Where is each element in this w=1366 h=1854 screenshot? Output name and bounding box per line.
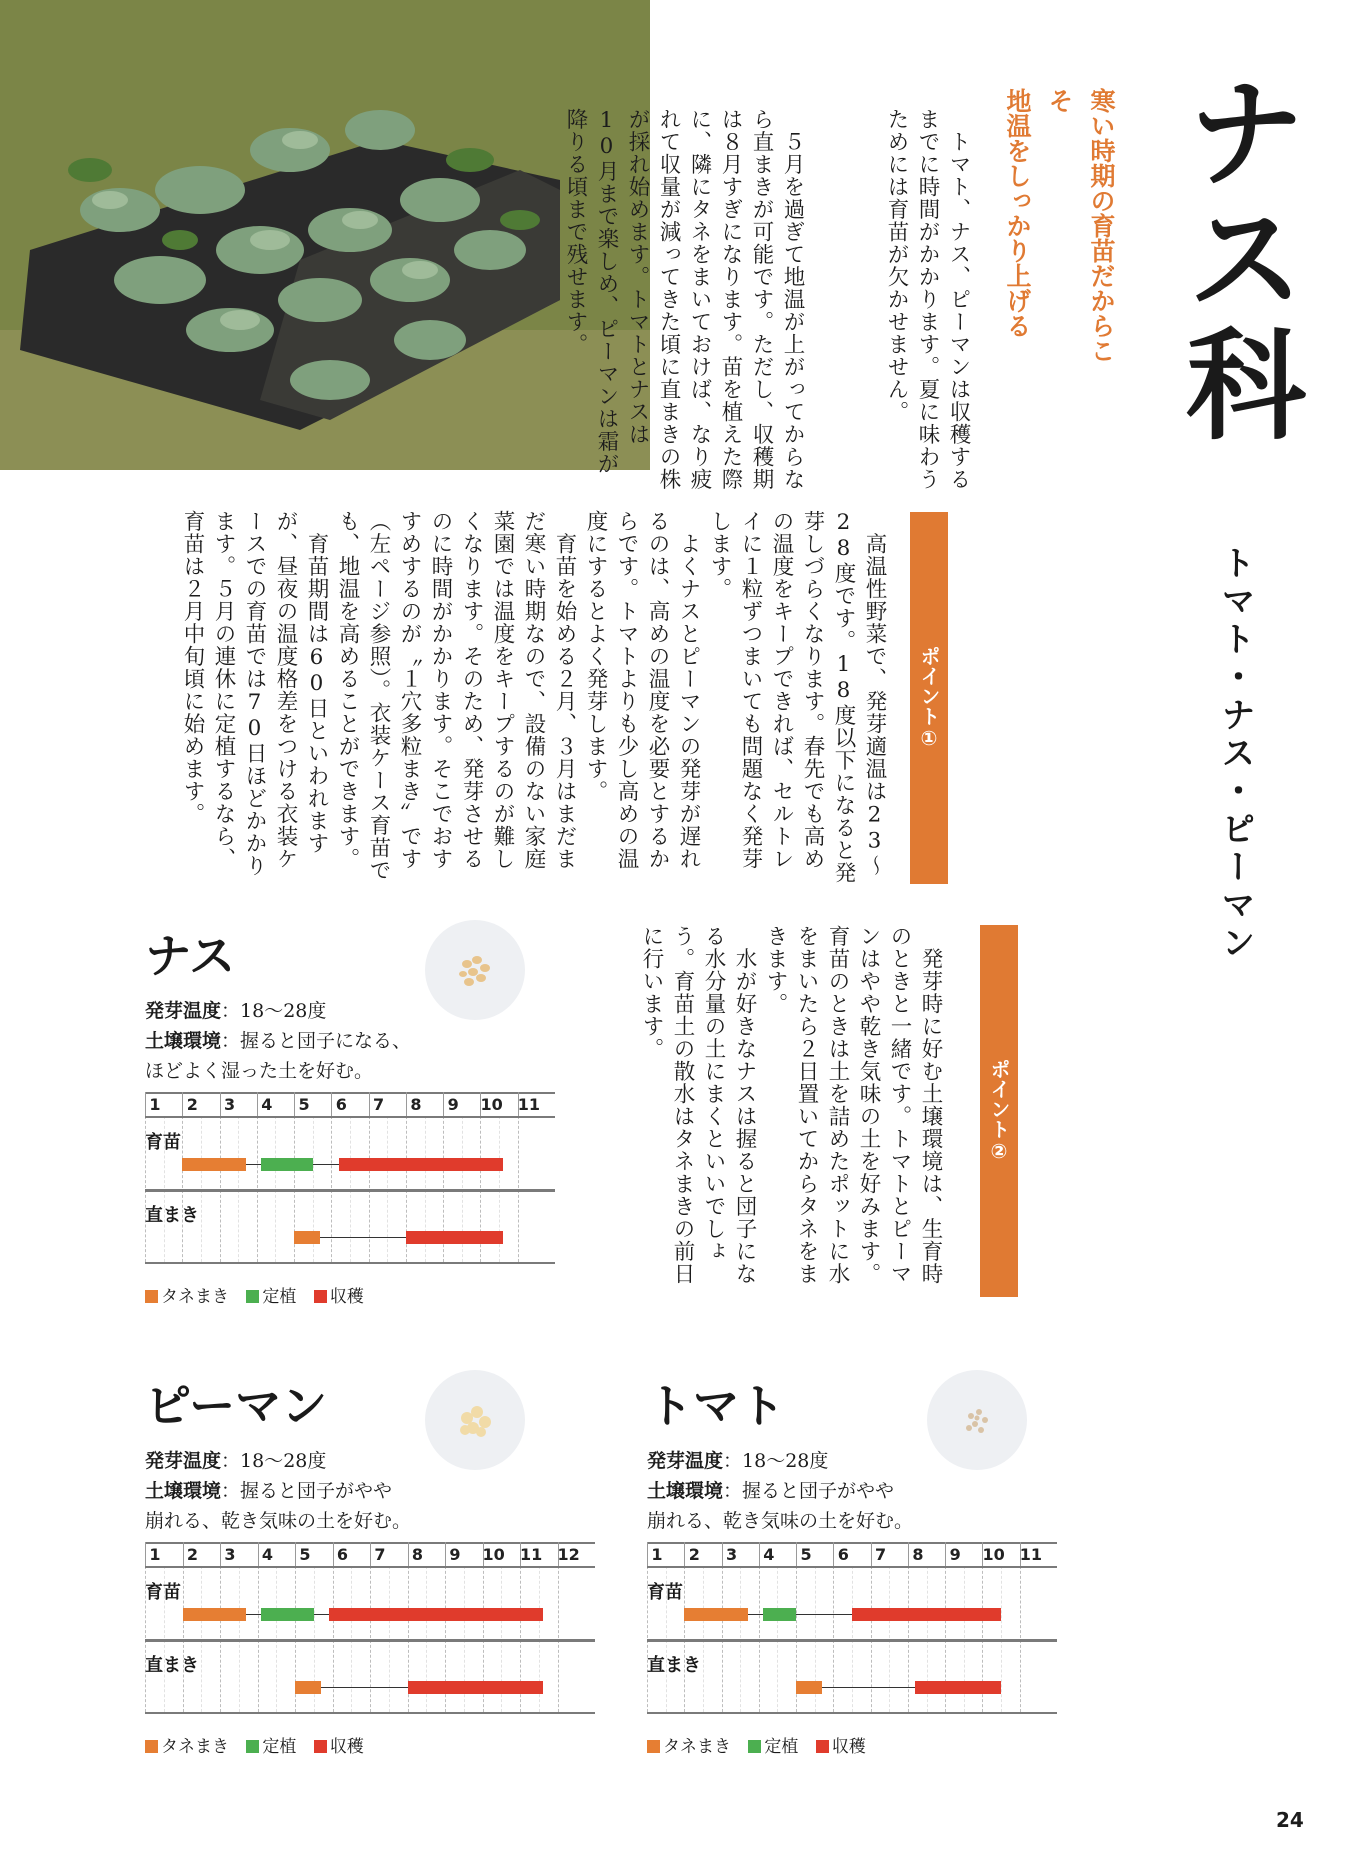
month-label: 10 xyxy=(480,1095,503,1114)
month-divider xyxy=(558,1542,559,1566)
month-divider xyxy=(945,1542,946,1566)
month-divider xyxy=(183,1542,184,1566)
month-divider xyxy=(1020,1542,1021,1566)
month-divider xyxy=(647,1542,648,1566)
month-label: 1 xyxy=(149,1095,161,1114)
month-divider xyxy=(406,1092,407,1116)
schedule-bar-plant xyxy=(261,1608,314,1621)
legend-plant-swatch xyxy=(246,1740,259,1753)
month-divider xyxy=(182,1092,183,1116)
temp-value: ：18〜28度 xyxy=(221,1000,327,1022)
month-label: 11 xyxy=(517,1095,540,1114)
row-divider xyxy=(145,1262,555,1264)
schedule-connector xyxy=(313,1164,339,1165)
legend-plant-swatch xyxy=(246,1290,259,1303)
schedule-connector xyxy=(320,1237,406,1238)
month-label: 2 xyxy=(186,1545,199,1564)
legend-sow-swatch xyxy=(145,1740,158,1753)
month-divider xyxy=(408,1542,409,1566)
month-divider xyxy=(722,1542,723,1566)
soil-value-1: ：握ると団子がやや xyxy=(221,1480,393,1502)
month-divider xyxy=(684,1542,685,1566)
calendar-header-line xyxy=(145,1116,555,1118)
schedule-bar-sow xyxy=(295,1681,321,1694)
row-divider xyxy=(647,1639,1057,1642)
month-divider xyxy=(480,1092,481,1116)
legend-plant-swatch xyxy=(748,1740,761,1753)
crop-card-tomato xyxy=(647,1370,1067,1757)
schedule-bar-sow xyxy=(796,1681,822,1694)
month-label: 9 xyxy=(447,1095,459,1114)
legend-harvest: 収穫 xyxy=(329,1287,364,1307)
month-divider xyxy=(220,1542,221,1566)
month-label: 7 xyxy=(374,1545,386,1564)
month-label: 1 xyxy=(149,1545,161,1564)
schedule-bar-harvest xyxy=(406,1231,503,1244)
row-divider xyxy=(145,1639,595,1642)
point-2-paragraph-1: 発芽時に好む土壌環境は、生育時のときと一緒です。トマトとピーマンはやや乾き気味の土を好みます。育苗のときは土を詰めたポットに水をまいたら２日置いてからタネをまきます。 xyxy=(763,925,943,1285)
page-subtitle: トマト・ナス・ピーマン xyxy=(1215,545,1255,963)
month-label: 4 xyxy=(261,1545,274,1564)
schedule-connector xyxy=(246,1614,261,1615)
point-2-paragraph-2: 水が好きなナスは握ると団子になる水分量の土にまくといいでしょう。育苗土の散水はタネまきの前日に行います。 xyxy=(639,925,757,1285)
row-divider xyxy=(145,1712,595,1714)
crop-card-nasu xyxy=(145,920,565,1307)
schedule-bar-harvest xyxy=(339,1158,503,1171)
month-label: 10 xyxy=(482,1545,505,1564)
seed-image xyxy=(927,1370,1027,1470)
row-divider xyxy=(647,1712,1057,1714)
calendar-header-line xyxy=(145,1566,595,1568)
schedule-bar-sow xyxy=(684,1608,747,1621)
intro-text-top xyxy=(881,108,974,496)
month-label: 7 xyxy=(875,1545,887,1564)
month-label: 3 xyxy=(224,1545,236,1564)
legend-sow: タネまき xyxy=(663,1737,731,1757)
temp-label: 発芽温度 xyxy=(647,1450,724,1472)
schedule-bar-sow xyxy=(182,1158,245,1171)
month-label: 2 xyxy=(186,1095,198,1114)
temp-value: ：18〜28度 xyxy=(723,1450,829,1472)
row-label: 育苗 xyxy=(145,1132,181,1153)
legend-sow-swatch xyxy=(145,1290,158,1303)
month-divider xyxy=(369,1092,370,1116)
legend-harvest-swatch xyxy=(816,1740,829,1753)
month-divider xyxy=(331,1092,332,1116)
month-divider xyxy=(518,1092,519,1116)
schedule-bar-harvest xyxy=(408,1681,543,1694)
month-label: 10 xyxy=(982,1545,1005,1564)
point-1-paragraph-4: 育苗期間は60日といわれますが、昼夜の温度格差をつける衣装ケースでの育苗では70日ほどかかります。５月の連休に定植するなら、育苗は２月中旬頃に始めます。 xyxy=(180,510,329,877)
month-label: 5 xyxy=(298,1095,310,1114)
month-label: 11 xyxy=(1019,1545,1042,1564)
legend-plant: 定植 xyxy=(764,1737,799,1757)
point-1-text xyxy=(130,510,890,892)
intro-paragraph-1: トマト、ナス、ピーマンは収穫するまでに時間がかかります。夏に味わうためには育苗が欠かせません。 xyxy=(884,108,971,491)
month-label: 2 xyxy=(688,1545,700,1564)
month-label: 3 xyxy=(725,1545,738,1564)
month-label: 12 xyxy=(557,1545,580,1564)
soil-value-2: ほどよく湿った土を好む。 xyxy=(145,1060,374,1082)
month-divider xyxy=(257,1092,258,1116)
crop-info xyxy=(145,1446,605,1536)
page-number: 24 xyxy=(1276,1808,1304,1832)
soil-label: 土壌環境 xyxy=(647,1480,724,1502)
month-label: 4 xyxy=(261,1095,273,1114)
legend xyxy=(145,1282,376,1307)
seed-image xyxy=(425,1370,525,1470)
month-label: 8 xyxy=(912,1545,924,1564)
soil-value-2: 崩れる、乾き気味の土を好む。 xyxy=(145,1510,412,1532)
headline-line-1: 寒い時期の育苗だからこそ xyxy=(1045,88,1116,363)
month-divider xyxy=(759,1542,760,1566)
schedule-connector xyxy=(748,1614,763,1615)
legend xyxy=(145,1732,376,1757)
row-divider xyxy=(145,1189,555,1192)
month-divider xyxy=(294,1092,295,1116)
month-label: 8 xyxy=(410,1095,422,1114)
month-label: 8 xyxy=(411,1545,424,1564)
month-label: 6 xyxy=(336,1545,349,1564)
month-divider xyxy=(295,1542,296,1566)
headline-line-2: 地温をしっかり上げる xyxy=(1003,88,1032,338)
schedule-connector xyxy=(796,1614,852,1615)
crop-name: ナス xyxy=(145,929,236,983)
month-divider xyxy=(145,1542,146,1566)
month-divider xyxy=(443,1092,444,1116)
schedule-bar-harvest xyxy=(915,1681,1001,1694)
point-2-label: ポイント② xyxy=(980,925,1018,1297)
month-divider xyxy=(483,1542,484,1566)
intro-paragraph-2: ５月を過ぎて地温が上がってからなら直まきが可能です。ただし、収穫期は８月すぎになります。苗を植えた際に、隣にタネをまいておけば、なり疲れて収量が減ってきた頃に直まきの株が採れ始めます。トマトとナスは10月まで楽しめ、ピーマンは霜が降りる頃まで残せます。 xyxy=(563,108,805,491)
month-label: 9 xyxy=(949,1545,961,1564)
month-divider xyxy=(871,1542,872,1566)
month-divider xyxy=(520,1542,521,1566)
calendar-top-line xyxy=(145,1092,555,1094)
intro-paragraph-2-block xyxy=(563,108,808,496)
month-label: 7 xyxy=(373,1095,385,1114)
month-divider xyxy=(796,1542,797,1566)
calendar-piman xyxy=(145,1542,595,1712)
calendar-top-line xyxy=(647,1542,1057,1544)
temp-label: 発芽温度 xyxy=(145,1000,222,1022)
month-divider xyxy=(833,1542,834,1566)
month-label: 5 xyxy=(800,1545,812,1564)
month-divider xyxy=(982,1542,983,1566)
point-1-paragraph-3: 育苗を始める２月、３月はまだまだ寒い時期なので、設備のない家庭菜園では温度をキープするのが難しくなります。そのため、発芽させるのに時間がかかります。そこでおすすめするのが〝１穴多粒まき〟です（左ページ参照）。衣装ケース育苗でも、地温を高めることができます。 xyxy=(335,510,577,882)
point-2-text xyxy=(628,925,946,1297)
schedule-connector xyxy=(321,1687,407,1688)
legend-harvest: 収穫 xyxy=(329,1737,364,1757)
month-divider xyxy=(258,1542,259,1566)
schedule-connector xyxy=(246,1164,261,1165)
month-divider xyxy=(908,1542,909,1566)
legend-plant: 定植 xyxy=(262,1737,297,1757)
row-label: 直まき xyxy=(145,1205,199,1226)
legend-harvest-swatch xyxy=(314,1290,327,1303)
legend-sow-swatch xyxy=(647,1740,660,1753)
schedule-bar-plant xyxy=(763,1608,797,1621)
legend-sow: タネまき xyxy=(161,1287,229,1307)
headline xyxy=(996,88,1122,378)
month-divider xyxy=(220,1092,221,1116)
soil-value-1: ：握ると団子になる、 xyxy=(221,1030,412,1052)
soil-label: 土壌環境 xyxy=(145,1480,222,1502)
legend-harvest: 収穫 xyxy=(831,1737,866,1757)
month-label: 5 xyxy=(299,1545,311,1564)
legend-sow: タネまき xyxy=(161,1737,229,1757)
crop-card-piman xyxy=(145,1370,605,1757)
month-label: 3 xyxy=(223,1095,236,1114)
month-label: 6 xyxy=(335,1095,347,1114)
row-label: 育苗 xyxy=(145,1582,181,1603)
month-label: 11 xyxy=(520,1545,543,1564)
crop-name: トマト xyxy=(647,1379,785,1433)
schedule-bar-harvest xyxy=(852,1608,1001,1621)
calendar-nasu xyxy=(145,1092,555,1262)
row-label: 直まき xyxy=(647,1655,701,1676)
row-label: 育苗 xyxy=(647,1582,683,1603)
month-label: 1 xyxy=(651,1545,663,1564)
legend-plant: 定植 xyxy=(262,1287,297,1307)
row-label: 直まき xyxy=(145,1655,199,1676)
page-title: ナス科 xyxy=(1166,70,1305,448)
schedule-connector xyxy=(822,1687,915,1688)
crop-name: ピーマン xyxy=(145,1379,328,1433)
soil-value-2: 崩れる、乾き気味の土を好む。 xyxy=(647,1510,914,1532)
month-label: 6 xyxy=(837,1545,849,1564)
schedule-bar-sow xyxy=(183,1608,247,1621)
seedling-photo xyxy=(0,0,650,470)
schedule-connector xyxy=(314,1614,329,1615)
point-1-paragraph-1: 高温性野菜で、発芽適温は23〜28度です。18度以下になると発芽しづらくなります。春先でも高めの温度をキープできれば、セルトレイに１粒ずつまいても問題なく発芽します。 xyxy=(707,510,887,884)
soil-value-1: ：握ると団子がやや xyxy=(723,1480,895,1502)
calendar-header-line xyxy=(647,1566,1057,1568)
month-divider xyxy=(370,1542,371,1566)
month-label: 9 xyxy=(449,1545,461,1564)
point-1-paragraph-2: よくナスとピーマンの発芽が遅れるのは、高めの温度を必要とするからです。トマトよりも少し高めの温度にするとよく発芽します。 xyxy=(583,510,701,870)
soil-label: 土壌環境 xyxy=(145,1030,222,1052)
legend xyxy=(647,1732,878,1757)
calendar-tomato xyxy=(647,1542,1057,1712)
point-1-label: ポイント① xyxy=(910,512,948,884)
temp-label: 発芽温度 xyxy=(145,1450,222,1472)
schedule-bar-harvest xyxy=(329,1608,543,1621)
month-divider xyxy=(445,1542,446,1566)
month-divider xyxy=(333,1542,334,1566)
schedule-bar-plant xyxy=(261,1158,313,1171)
seed-image xyxy=(425,920,525,1020)
month-label: 4 xyxy=(763,1545,775,1564)
legend-harvest-swatch xyxy=(314,1740,327,1753)
month-divider xyxy=(145,1092,146,1116)
schedule-bar-sow xyxy=(294,1231,320,1244)
temp-value: ：18〜28度 xyxy=(221,1450,327,1472)
